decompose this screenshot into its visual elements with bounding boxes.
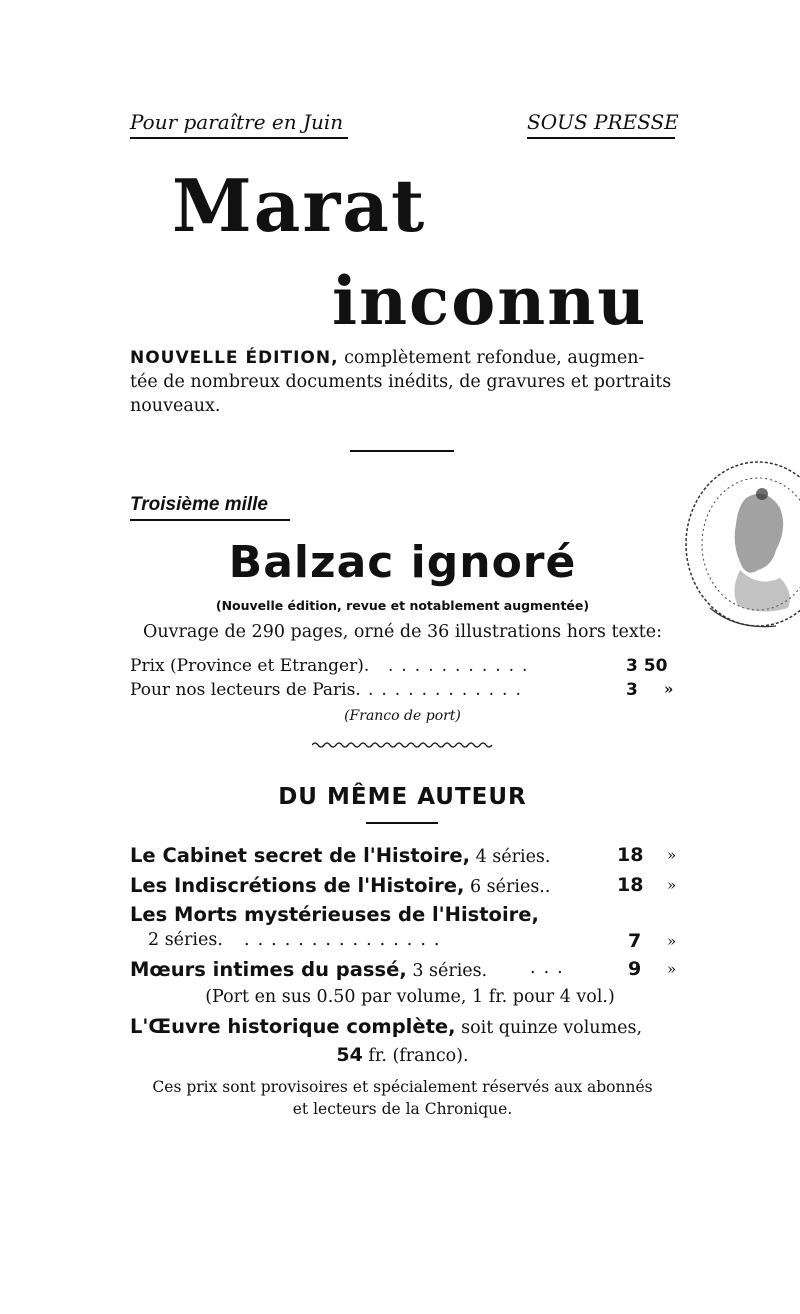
- price-label-paris: Pour nos lecteurs de Paris.: [130, 680, 361, 700]
- oeuvre-price: 54: [336, 1044, 363, 1066]
- price-row-province: [130, 656, 675, 680]
- edition-line2: tée de nombreux documents inédits, de gravures et portraits: [130, 372, 672, 392]
- price-row-paris: [130, 680, 675, 704]
- header-left-rule: [130, 137, 348, 139]
- dot-leader: ...: [530, 958, 571, 978]
- balzac-pages: Ouvrage de 290 pages, orné de 36 illustrations hors texte:: [143, 622, 662, 642]
- book-title: Les Indiscrétions de l'Histoire,: [130, 874, 465, 897]
- book-series: 2 séries.: [148, 930, 223, 950]
- book-title: Les Morts mystérieuses de l'Histoire,: [130, 903, 539, 926]
- book-title: Le Cabinet secret de l'Histoire,: [130, 844, 471, 867]
- oeuvre-line: [130, 1015, 678, 1038]
- library-stamp-icon: [676, 458, 800, 638]
- price-value-province: 3 50: [626, 656, 668, 676]
- book-series: 6 séries..: [464, 877, 551, 897]
- book-currency: »: [667, 846, 677, 864]
- header-left: Pour paraître en Juin: [130, 110, 344, 134]
- header-right-rule: [527, 137, 675, 139]
- price-currency: »: [664, 680, 674, 698]
- marat-title-line2: inconnu: [332, 262, 648, 340]
- edition-line3: nouveaux.: [130, 396, 221, 416]
- note-line2: et lecteurs de la Chronique.: [292, 1100, 513, 1118]
- book-price: 9: [628, 958, 642, 980]
- balzac-subtitle: (Nouvelle édition, revue et notablement augmentée): [215, 598, 590, 613]
- du-meme-auteur-heading: DU MÊME AUTEUR: [278, 784, 527, 810]
- wavy-divider: [312, 740, 494, 750]
- book-row-continuation: [148, 930, 708, 958]
- book-currency: »: [667, 932, 677, 950]
- book-price: 18: [617, 874, 644, 896]
- oeuvre-price-rest: fr. (franco).: [362, 1046, 469, 1066]
- book-row: [130, 844, 690, 872]
- book-series: 3 séries.: [406, 961, 488, 981]
- dot-leader: ............: [368, 680, 529, 700]
- book-row: [130, 903, 690, 931]
- book-series: 4 séries.: [470, 847, 551, 867]
- marat-title-line1: Marat: [172, 163, 427, 248]
- balzac-title: Balzac ignoré: [228, 537, 577, 588]
- edition-line1: complètement refondue, augmen-: [338, 348, 645, 368]
- header-right: SOUS PRESSE: [527, 110, 679, 134]
- franco-de-port: (Franco de port): [344, 708, 461, 724]
- edition-caps: NOUVELLE ÉDITION,: [130, 348, 339, 368]
- section-divider: [350, 450, 454, 452]
- book-currency: »: [667, 876, 677, 894]
- price-label-province: Prix (Province et Etranger).: [130, 656, 370, 676]
- note-line1: Ces prix sont provisoires et spécialement réservés aux abonnés: [152, 1078, 653, 1096]
- book-row: [130, 874, 690, 902]
- price-value-paris: 3: [626, 680, 638, 700]
- dot-leader: ...............: [244, 930, 448, 950]
- oeuvre-rest: soit quinze volumes,: [455, 1018, 643, 1038]
- book-title: Mœurs intimes du passé,: [130, 958, 407, 981]
- marat-description: [130, 346, 675, 418]
- book-row: [130, 958, 690, 986]
- port-en-sus: (Port en sus 0.50 par volume, 1 fr. pour 4 vol.): [205, 987, 615, 1007]
- oeuvre-title: L'Œuvre historique complète,: [130, 1015, 456, 1038]
- book-currency: »: [667, 960, 677, 978]
- book-price: 7: [628, 930, 642, 952]
- mille-rule: [130, 519, 290, 521]
- book-price: 18: [617, 844, 644, 866]
- troisieme-mille: Troisième mille: [130, 494, 268, 515]
- oeuvre-price-line: [130, 1044, 675, 1066]
- auteur-rule: [366, 822, 438, 824]
- dot-leader: ...........: [388, 656, 536, 676]
- price-note: [130, 1076, 675, 1120]
